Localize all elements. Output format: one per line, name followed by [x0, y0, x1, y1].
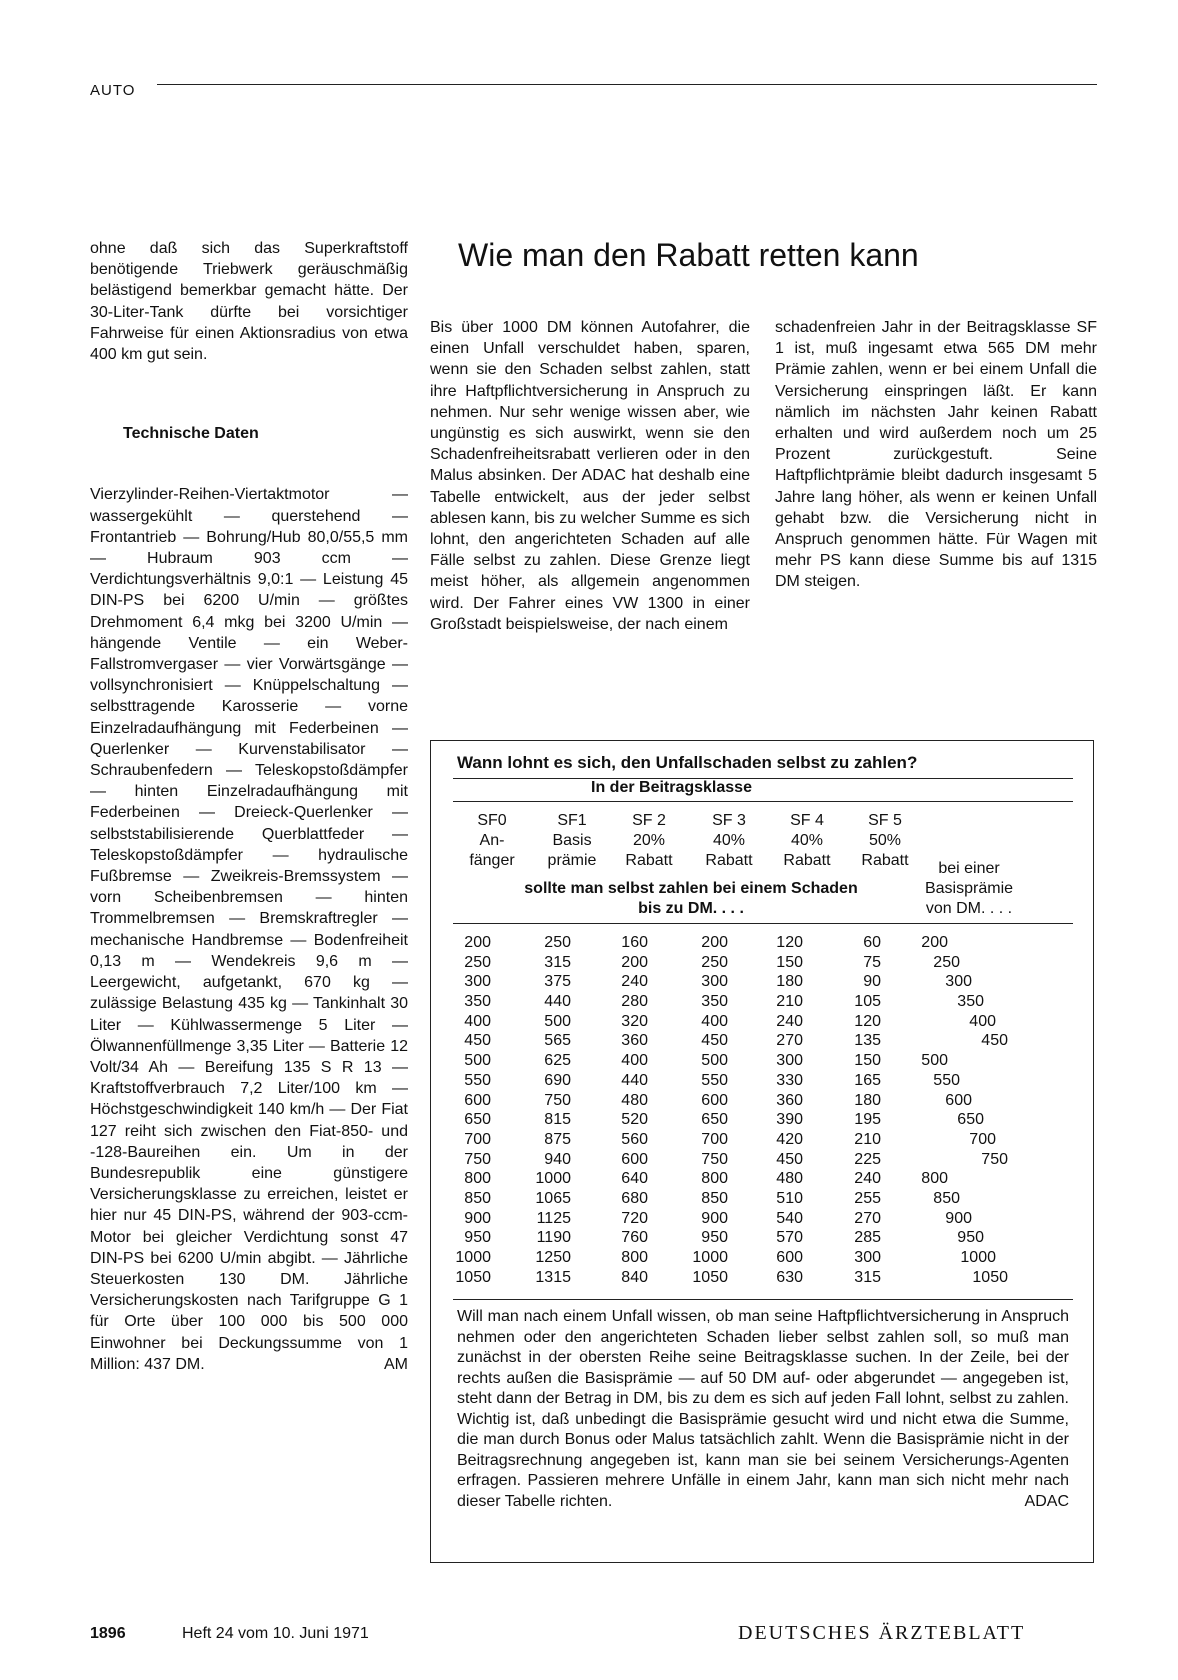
base-premium-cell: 400	[969, 1012, 996, 1030]
base-premium-cell: 800	[921, 1170, 948, 1188]
table-cell: 875	[544, 1130, 571, 1148]
table-cell: 120	[854, 1012, 881, 1030]
table-cell: 1050	[455, 1268, 491, 1286]
table-cell: 200	[701, 934, 728, 951]
table-cell: 375	[544, 973, 571, 991]
table-cell: 750	[701, 1150, 728, 1168]
class-code: SF 5	[868, 812, 902, 829]
class-header-sf1	[529, 811, 615, 871]
table-cell: 1050	[692, 1268, 728, 1286]
class-line2: An-	[479, 832, 505, 849]
table-cell: 1000	[692, 1249, 728, 1266]
table-cell: 300	[464, 973, 491, 991]
table-cell: 500	[701, 1052, 728, 1070]
table-cell: 350	[464, 993, 491, 1011]
table-cell: 560	[621, 1130, 648, 1148]
table-row	[431, 1130, 1093, 1150]
table-cell: 240	[776, 1012, 803, 1030]
table-cell: 550	[464, 1071, 491, 1089]
footnote-text: Will man nach einem Unfall wissen, ob man seine Haftpflichtversicherung in Anspruch nehmen oder den angerichteten Schaden lieber selbst zahlen soll, so muß man zunächst in der obersten Reihe seine Beitragsklasse suchen. In der Zeile, bei der rechts außen die Basisprämie — auf 50 DM auf- oder abgerundet — angegeben ist, steht dann der Betrag in DM, bis zu dem es sich auf jeden Fall lohnt, selbst zu zahlen. Wichtig ist, daß unbedingt die Basisprämie gesucht wird und nicht etwa die Summe, die man durch Bonus oder Malus tatsächlich zahlt. Wenn die Basisprämie nicht in der Beitragsrechnung angegeben ist, kann man sie bei seinem Versicherungs-Agenten erfragen. Passieren mehrere Unfälle in einem Jahr, kann man sich nicht mehr nach dieser Tabelle richten.	[457, 1308, 1069, 1510]
class-line3: Rabatt	[625, 852, 673, 869]
article-column-1	[430, 317, 750, 635]
table-cell: 650	[701, 1111, 728, 1129]
publication-name: DEUTSCHES ÄRZTEBLATT	[738, 1622, 1026, 1644]
base-premium-cell: 200	[921, 934, 948, 951]
class-line2: 50%	[868, 832, 902, 849]
table-cell: 300	[701, 973, 728, 991]
table-cell: 165	[854, 1071, 881, 1089]
table-cell: 1315	[535, 1268, 571, 1286]
table-bottom-rule	[453, 1299, 1073, 1300]
table-cell: 320	[621, 1012, 648, 1030]
table-cell: 570	[776, 1229, 803, 1247]
base-premium-cell: 300	[945, 973, 972, 991]
class-code: SF1	[557, 812, 587, 829]
class-line2: 20%	[632, 832, 666, 849]
table-cell: 550	[701, 1071, 728, 1089]
base-premium-cell: 500	[921, 1052, 948, 1070]
instruction-line-2: bis zu DM. . . .	[638, 900, 744, 917]
table-row	[431, 1051, 1093, 1071]
article-paragraph-1: Bis über 1000 DM können Autofahrer, die einen Unfall verschuldet haben, sparen, wenn sie den Schaden selbst zahlen, statt ihre Haftpflichtversicherung in Anspruch zu nehmen. Nur sehr wenige wissen aber, wie ungünstig es sich auswirkt, wenn sie den Schadenfreiheitsrabatt verlieren oder in den Malus absinken. Der ADAC hat deshalb eine Tabelle entwickelt, aus der jeder selbst ablesen kann, bis zu welcher Summe es sich lohnt, den angerichteten Schaden auf alle Fälle selbst zu zahlen. Diese Grenze liegt meist höher, als allgemein angenommen wird. Der Fahrer eines VW 1300 in einer Großstadt beispielsweise, der nach einem	[430, 319, 750, 633]
table-cell: 330	[776, 1071, 803, 1089]
table-row	[431, 1150, 1093, 1170]
table-cell: 350	[701, 993, 728, 1011]
class-line2: 40%	[790, 832, 824, 849]
table-row	[431, 1209, 1093, 1229]
base-premium-cell: 1000	[960, 1249, 996, 1266]
table-row	[431, 1012, 1093, 1032]
table-cell: 180	[776, 973, 803, 991]
table-body	[431, 933, 1093, 1287]
class-code: SF 3	[712, 812, 746, 829]
table-cell: 450	[701, 1032, 728, 1050]
article-headline: Wie man den Rabatt retten kann	[458, 237, 919, 273]
table-row	[431, 1031, 1093, 1051]
table-cell: 200	[464, 934, 491, 951]
table-cell: 1250	[535, 1249, 571, 1266]
table-cell: 750	[544, 1091, 571, 1109]
table-cell: 760	[621, 1229, 648, 1247]
table-row	[431, 933, 1093, 953]
rebate-table-box	[430, 740, 1094, 1563]
table-cell: 950	[464, 1229, 491, 1247]
intro-paragraph: ohne daß sich das Superkraftstoff benötigende Triebwerk geräuschmäßig belästigend bemerkbar gemacht hätte. Der 30-Liter-Tank dürfte bei vorsichtiger Fahrweise für einen Aktionsradius von etwa 400 km gut sein.	[90, 240, 408, 364]
class-line3: Rabatt	[783, 852, 831, 869]
base-header-line-1: bei einer	[938, 860, 1000, 877]
table-cell: 700	[701, 1130, 728, 1148]
table-cell: 150	[854, 1052, 881, 1070]
table-cell: 240	[854, 1170, 881, 1188]
base-premium-cell: 250	[933, 953, 960, 971]
class-line3: prämie	[547, 852, 597, 869]
class-line2: 40%	[712, 832, 746, 849]
table-cell: 600	[776, 1249, 803, 1266]
table-cell: 400	[621, 1052, 648, 1070]
table-cell: 285	[854, 1229, 881, 1247]
table-cell: 240	[621, 973, 648, 991]
table-cell: 850	[464, 1189, 491, 1207]
left-column	[90, 238, 408, 1375]
table-cell: 400	[701, 1012, 728, 1030]
table-cell: 270	[776, 1032, 803, 1050]
table-cell: 210	[854, 1130, 881, 1148]
base-premium-header	[909, 859, 1029, 919]
class-code: SF 2	[632, 812, 666, 829]
table-cell: 800	[621, 1249, 648, 1266]
table-cell: 850	[701, 1189, 728, 1207]
technical-data-text: Vierzylinder-Reihen-Viertaktmotor — wassergekühlt — querstehend — Frontantrieb — Bohrung/Hub 80,0/55,5 mm — Hubraum 903 ccm — Verdichtungsverhältnis 9,0:1 — Leistung 45 DIN-PS bei 6200 U/min — größtes Drehmoment 6,4 mkg bei 3200 U/min — hängende Ventile — ein Weber-Fallstromvergaser — vier Vorwärtsgänge — vollsynchronisiert — Knüppelschaltung — selbsttragende Karosserie — vorne Einzelradaufhängung mit Federbeinen — Querlenker — Kurvenstabilisator — Schraubenfedern — Teleskopstoßdämpfer — hinten Einzelradaufhängung mit Federbeinen — Dreieck-Querlenker — selbststabilisierende Querblattfeder — Teleskopstoßdämpfer — hydraulische Fußbremse — Zweikreis-Bremssystem — vorn Scheibenbremsen — hinten Trommelbremsen — Bremskraftregler — mechanische Handbremse — Bodenfreiheit 0,13 m — Wendekreis 9,6 m — Leergewicht, aufgetankt, 670 kg — zulässige Belastung 435 kg — Tankinhalt 30 Liter — Kühlwassermenge 5 Liter — Ölwannenfüllmenge 3,35 Liter — Batterie 12 Volt/34 Ah — Bereifung 135 S R 13 — Kraftstoffverbrauch 7,2 Liter/100 km — Höchstgeschwindigkeit 140 km/h — Der Fiat 127 reiht sich zwischen den Fiat-850- und -128-Baureihen ein. Um in der Bundesrepublik eine günstigere Versicherungsklasse zu erreichen, leistet er hier nur 45 DIN-PS, während der 903-ccm-Motor bei gleicher Verdichtung sonst 47 DIN-PS bei 6200 U/min abgibt. — Jährliche Steuerkosten 130 DM. Jährliche Versicherungskosten nach Tarifgruppe G 1 für Orte über 100 000 bis 500 000 Einwohner bei Deckungssumme von 1 Million: 437 DM.	[90, 486, 408, 1373]
table-row	[431, 992, 1093, 1012]
table-row	[431, 972, 1093, 992]
table-cell: 195	[854, 1111, 881, 1129]
table-cell: 440	[544, 993, 571, 1011]
table-cell: 450	[776, 1150, 803, 1168]
table-cell: 600	[464, 1091, 491, 1109]
base-premium-cell: 650	[957, 1111, 984, 1129]
table-cell: 750	[464, 1150, 491, 1168]
technical-data-heading: Technische Daten	[123, 425, 259, 443]
table-cell: 420	[776, 1130, 803, 1148]
table-title: Wann lohnt es sich, den Unfallschaden selbst zu zahlen?	[457, 753, 918, 772]
table-cell: 250	[701, 953, 728, 971]
author-signature: AM	[384, 1355, 408, 1373]
table-cell: 540	[776, 1209, 803, 1227]
table-cell: 1000	[535, 1170, 571, 1188]
base-premium-cell: 550	[933, 1071, 960, 1089]
table-cell: 315	[544, 953, 571, 971]
page-number: 1896	[90, 1625, 126, 1642]
base-header-line-3: von DM. . . .	[925, 900, 1013, 917]
table-row	[431, 1228, 1093, 1248]
table-cell: 300	[776, 1052, 803, 1070]
table-cell: 105	[854, 993, 881, 1011]
article-column-2	[775, 317, 1097, 593]
table-cell: 565	[544, 1032, 571, 1050]
table-cell: 400	[464, 1012, 491, 1030]
table-cell: 815	[544, 1111, 571, 1129]
table-cell: 500	[464, 1052, 491, 1070]
table-cell: 940	[544, 1150, 571, 1168]
table-cell: 150	[776, 953, 803, 971]
table-cell: 450	[464, 1032, 491, 1050]
class-line3: Rabatt	[861, 852, 909, 869]
table-cell: 630	[776, 1268, 803, 1286]
table-cell: 250	[544, 934, 571, 951]
table-cell: 1000	[455, 1249, 491, 1266]
table-cell: 600	[621, 1150, 648, 1168]
table-cell: 600	[701, 1091, 728, 1109]
table-cell: 360	[621, 1032, 648, 1050]
table-cell: 1065	[535, 1189, 571, 1207]
table-subtitle: In der Beitragsklasse	[591, 779, 752, 796]
table-cell: 720	[621, 1209, 648, 1227]
class-header-sf4	[764, 811, 850, 871]
base-premium-cell: 700	[969, 1130, 996, 1148]
base-premium-cell: 600	[945, 1091, 972, 1109]
table-row	[431, 1110, 1093, 1130]
table-cell: 950	[701, 1229, 728, 1247]
table-cell: 440	[621, 1071, 648, 1089]
table-cell: 360	[776, 1091, 803, 1109]
table-cell: 640	[621, 1170, 648, 1188]
table-instruction	[501, 879, 881, 919]
class-header-sf0	[449, 811, 535, 871]
table-cell: 800	[464, 1170, 491, 1188]
table-cell: 255	[854, 1189, 881, 1207]
class-line3: fänger	[469, 852, 515, 869]
table-cell: 690	[544, 1071, 571, 1089]
header-rule	[157, 84, 1097, 85]
table-cell: 1190	[536, 1229, 571, 1247]
table-footnote	[457, 1307, 1069, 1512]
base-premium-cell: 900	[945, 1209, 972, 1227]
table-cell: 60	[863, 934, 881, 951]
table-cell: 90	[863, 973, 881, 991]
base-header-line-2: Basisprämie	[924, 880, 1014, 897]
table-cell: 520	[621, 1111, 648, 1129]
base-premium-cell: 1050	[972, 1268, 1008, 1286]
class-line3: Rabatt	[705, 852, 753, 869]
base-premium-cell: 950	[957, 1229, 984, 1247]
table-cell: 300	[854, 1249, 881, 1266]
table-cell: 200	[621, 953, 648, 971]
class-header-sf2	[606, 811, 692, 871]
base-premium-cell: 850	[933, 1189, 960, 1207]
table-cell: 625	[544, 1052, 571, 1070]
table-subtitle-rule	[453, 801, 1073, 802]
base-premium-cell: 450	[981, 1032, 1008, 1050]
table-row	[431, 1248, 1093, 1268]
class-code: SF0	[477, 812, 507, 829]
footnote-signature: ADAC	[1024, 1492, 1069, 1510]
table-row	[431, 1091, 1093, 1111]
section-label: AUTO	[90, 82, 136, 99]
class-line2: Basis	[552, 832, 592, 849]
table-cell: 315	[854, 1268, 881, 1286]
table-cell: 280	[621, 993, 648, 1011]
table-cell: 270	[854, 1209, 881, 1227]
table-cell: 650	[464, 1111, 491, 1129]
class-header-sf3	[686, 811, 772, 871]
table-cell: 900	[464, 1209, 491, 1227]
table-title-rule	[453, 778, 1073, 779]
article-paragraph-2: schadenfreien Jahr in der Beitragsklasse SF 1 ist, muß ingesamt etwa 565 DM mehr Prämie zahlen, wenn er bei einem Unfall die Versicherung einspringen läßt. Er kann nämlich im nächsten Jahr keinen Rabatt erhalten und wird außerdem noch um 25 Prozent zurückgestuft. Seine Haftpflichtprämie bleibt dadurch insgesamt 5 Jahre lang höher, als wenn er keinen Unfall gehabt bzw. die Versicherung nicht in Anspruch genommen hätte. Für Wagen mit mehr PS kann diese Summe bis auf 1315 DM steigen.	[775, 319, 1097, 591]
table-row	[431, 1268, 1093, 1288]
table-cell: 510	[776, 1189, 803, 1207]
table-row	[431, 953, 1093, 973]
table-cell: 160	[621, 934, 648, 951]
table-cell: 700	[464, 1130, 491, 1148]
table-cell: 75	[863, 953, 881, 971]
table-cell: 900	[701, 1209, 728, 1227]
base-premium-cell: 750	[981, 1150, 1008, 1168]
base-premium-cell: 350	[957, 993, 984, 1011]
table-cell: 180	[854, 1091, 881, 1109]
table-cell: 800	[701, 1170, 728, 1188]
table-cell: 135	[854, 1032, 881, 1050]
table-cell: 840	[621, 1268, 648, 1286]
issue-info: Heft 24 vom 10. Juni 1971	[182, 1625, 369, 1642]
table-cell: 390	[776, 1111, 803, 1129]
instruction-line-1: sollte man selbst zahlen bei einem Schaden	[524, 880, 858, 897]
table-cell: 120	[776, 934, 803, 951]
table-row	[431, 1189, 1093, 1209]
technical-data-paragraph	[90, 484, 408, 1375]
table-cell: 225	[854, 1150, 881, 1168]
table-row	[431, 1071, 1093, 1091]
table-cell: 480	[776, 1170, 803, 1188]
class-code: SF 4	[790, 812, 824, 829]
table-cell: 1125	[536, 1209, 571, 1227]
table-cell: 250	[464, 953, 491, 971]
table-header-rule	[453, 923, 1073, 924]
table-cell: 500	[544, 1012, 571, 1030]
table-cell: 480	[621, 1091, 648, 1109]
table-row	[431, 1169, 1093, 1189]
table-cell: 680	[621, 1189, 648, 1207]
table-cell: 210	[776, 993, 803, 1011]
